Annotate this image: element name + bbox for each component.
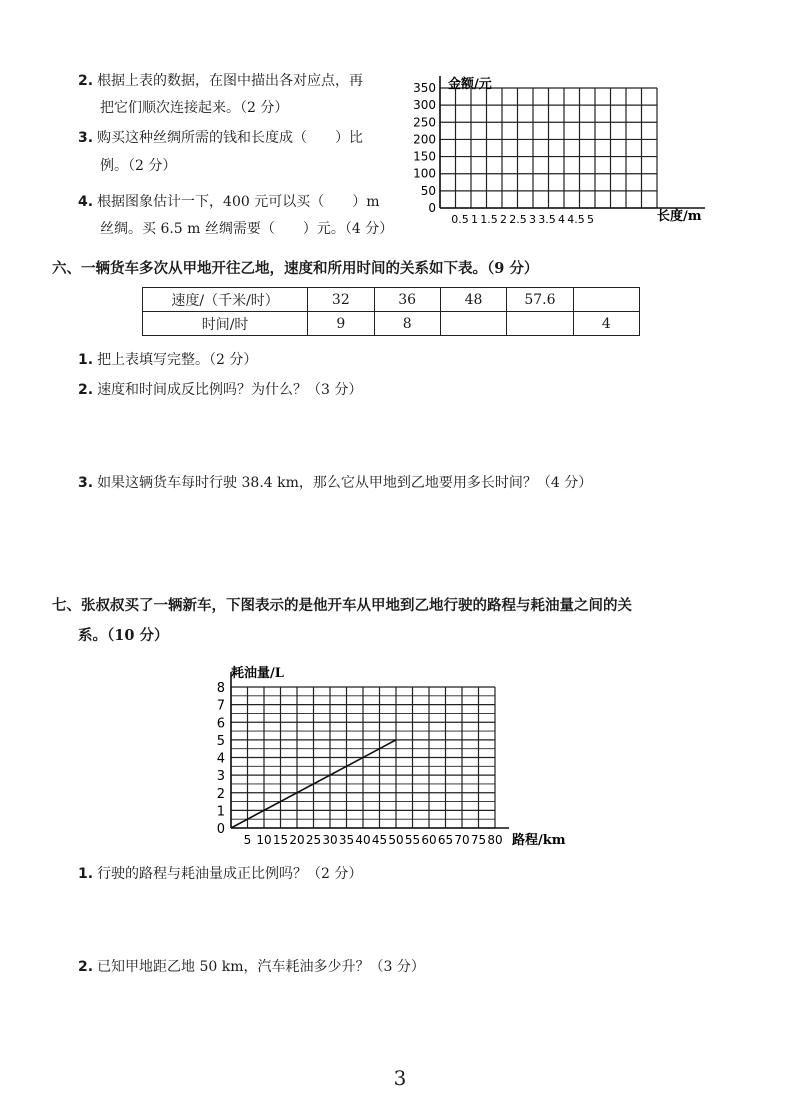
x-axis-label: 路程/km <box>512 833 566 848</box>
question-number: 2. <box>78 73 94 89</box>
x-tick-label: 1 <box>471 213 478 226</box>
question-text: ）元。（4 分） <box>302 221 394 237</box>
x-tick-label: 5 <box>587 213 594 226</box>
section-7-title-cont: 系。（10 分） <box>78 627 169 644</box>
x-tick-label: 30 <box>322 833 338 847</box>
y-tick-label: 0 <box>216 822 225 837</box>
question-number: 3. <box>78 130 94 146</box>
question-text: 把上表填写完整。（2 分） <box>97 352 258 368</box>
money-length-chart <box>405 70 725 230</box>
x-tick-label: 10 <box>256 833 272 847</box>
question-text: 已知甲地距乙地 50 km，汽车耗油多少升？（3 分） <box>97 959 425 975</box>
question-text: 速度和时间成反比例吗？为什么？（3 分） <box>97 382 363 398</box>
x-tick-label: 65 <box>437 833 454 847</box>
x-tick-label: 15 <box>272 833 289 847</box>
x-tick-label: 3.5 <box>538 213 556 226</box>
section-number: 六、 <box>52 261 81 277</box>
question-text: 根据图象估计一下，400 元可以买（ <box>97 194 325 210</box>
question-6-2 <box>78 381 362 399</box>
y-tick-label: 250 <box>413 115 436 130</box>
table-cell <box>440 312 506 336</box>
question-5-3-cont: 例。（2 分） <box>100 158 177 174</box>
y-tick-label: 150 <box>413 149 436 164</box>
x-tick-label: 35 <box>338 833 355 847</box>
page-number: 3 <box>393 1066 407 1090</box>
table-cell: 36 <box>374 288 440 312</box>
y-tick-label: 2 <box>216 786 225 802</box>
question-text: 如果这辆货车每时行驶 38.4 km，那么它从甲地到乙地要用多长时间？（4 分） <box>97 475 593 491</box>
y-tick-label: 200 <box>413 132 436 147</box>
y-tick-label: 1 <box>216 804 225 820</box>
question-5-2 <box>78 72 363 90</box>
x-tick-label: 40 <box>355 833 371 847</box>
y-tick-label: 3 <box>216 769 225 785</box>
y-tick-label: 100 <box>413 166 436 181</box>
y-axis-label: 金额/元 <box>448 77 492 92</box>
table-row <box>143 288 640 312</box>
question-number: 4. <box>78 194 94 210</box>
question-text: 丝绸。买 6.5 m 丝绸需要（ <box>100 221 275 237</box>
section-number: 七、 <box>52 598 81 614</box>
chart-axes <box>440 76 705 208</box>
table-cell: 57.6 <box>507 288 574 312</box>
x-tick-label: 4.5 <box>567 213 585 226</box>
question-text: 根据上表的数据，在图中描出各对应点，再 <box>97 73 364 89</box>
y-tick-label: 5 <box>216 733 225 749</box>
table-cell: 8 <box>374 312 440 336</box>
section-7-title <box>52 596 632 616</box>
x-tick-label: 0.5 <box>451 213 469 226</box>
x-tick-label: 55 <box>404 833 421 847</box>
question-7-2 <box>78 958 425 976</box>
speed-time-table <box>142 287 640 336</box>
y-axis-label: 耗油量/L <box>231 666 284 681</box>
y-tick-label: 350 <box>413 81 436 95</box>
x-tick-label: 4 <box>558 213 565 226</box>
x-tick-label: 60 <box>421 833 437 847</box>
y-tick-label: 0 <box>428 201 436 215</box>
question-5-2-cont: 把它们顺次连接起来。（2 分） <box>100 100 289 116</box>
x-tick-label: 70 <box>454 833 470 847</box>
table-cell <box>507 312 574 336</box>
question-6-3 <box>78 474 592 492</box>
x-tick-label: 5 <box>243 833 252 847</box>
x-tick-label: 2.5 <box>509 213 527 226</box>
y-tick-label: 6 <box>216 716 225 732</box>
table-cell: 4 <box>573 312 639 336</box>
x-axis-label: 长度/m <box>657 209 702 224</box>
chart-grid <box>440 88 657 208</box>
table-row <box>143 312 640 336</box>
question-number: 1. <box>78 352 94 368</box>
table-cell: 32 <box>308 288 374 312</box>
question-number: 2. <box>78 382 94 398</box>
x-tick-label: 25 <box>305 833 322 847</box>
question-number: 3. <box>78 475 94 491</box>
question-5-3 <box>78 129 363 147</box>
x-tick-label: 75 <box>470 833 487 847</box>
question-text: 行驶的路程与耗油量成正比例吗？（2 分） <box>97 866 363 882</box>
x-tick-label: 20 <box>289 833 305 847</box>
x-tick-label: 50 <box>388 833 404 847</box>
table-cell: 9 <box>308 312 374 336</box>
row-header: 速度/（千米/时） <box>143 288 308 312</box>
section-title: 张叔叔买了一辆新车，下图表示的是他开车从甲地到乙地行驶的路程与耗油量之间的关 <box>81 597 632 614</box>
x-tick-labels <box>244 833 503 847</box>
x-tick-labels <box>451 213 594 226</box>
question-7-1 <box>78 865 362 883</box>
x-tick-label: 2 <box>500 213 507 226</box>
section-title: 一辆货车多次从甲地开往乙地，速度和所用时间的关系如下表。（9 分） <box>81 260 539 277</box>
question-5-4-cont <box>100 220 393 238</box>
y-tick-labels <box>217 681 225 837</box>
y-tick-labels <box>413 81 436 215</box>
row-header: 时间/时 <box>143 312 308 336</box>
y-tick-label: 300 <box>413 98 436 113</box>
question-6-1 <box>78 351 257 369</box>
question-text: ）比 <box>335 130 364 146</box>
y-tick-label: 8 <box>216 681 225 696</box>
y-tick-label: 50 <box>420 183 436 198</box>
x-tick-label: 45 <box>371 833 388 847</box>
x-tick-label: 80 <box>487 833 503 847</box>
question-text: 购买这种丝绸所需的钱和长度成（ <box>97 130 308 146</box>
table-cell <box>573 288 639 312</box>
question-text: ）m <box>352 194 380 210</box>
table-cell: 48 <box>440 288 506 312</box>
x-tick-label: 1.5 <box>480 213 498 226</box>
section-6-title <box>52 259 538 279</box>
y-tick-label: 4 <box>216 751 225 767</box>
x-tick-label: 3 <box>529 213 536 226</box>
fuel-distance-chart <box>205 660 575 855</box>
question-5-4 <box>78 193 380 211</box>
question-number: 1. <box>78 866 94 882</box>
y-tick-label: 7 <box>216 698 225 714</box>
question-number: 2. <box>78 959 94 975</box>
